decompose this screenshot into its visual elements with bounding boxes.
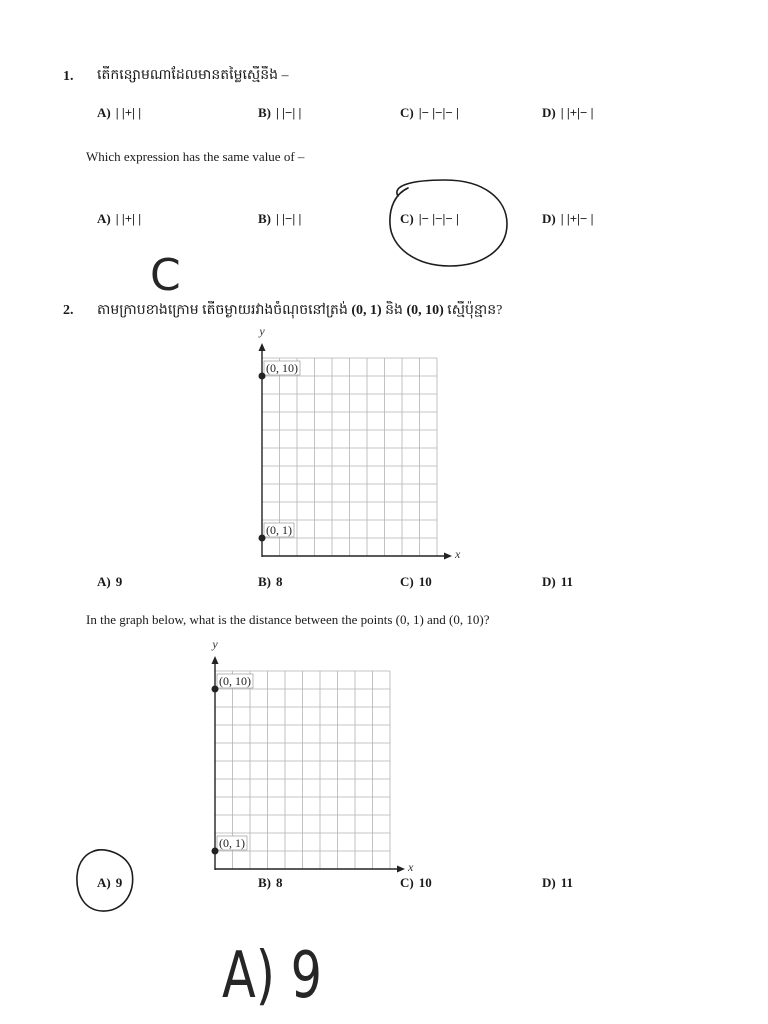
- x-axis-arrow: [444, 553, 452, 560]
- handwritten-answer-1: C: [150, 250, 181, 301]
- option-letter: B): [258, 574, 271, 589]
- option-text: 9: [115, 875, 123, 890]
- question-2-khmer-options: [0, 574, 768, 592]
- point: [259, 373, 266, 380]
- option-letter: C): [400, 211, 414, 226]
- option-text: 10: [418, 574, 432, 589]
- option-letter: B): [258, 211, 271, 226]
- option-text: |− |−|− |: [418, 211, 459, 226]
- option-letter: D): [542, 211, 556, 226]
- y-axis-arrow: [212, 656, 219, 664]
- q2-km-option-d: [542, 574, 573, 590]
- handwritten-answer-2: A) 9: [222, 939, 322, 1013]
- option-text: | |+|− |: [560, 211, 594, 226]
- coordinate-graph-khmer: [242, 320, 472, 562]
- point-label: (0, 10): [219, 674, 251, 688]
- coordinate-graph-english: [195, 633, 425, 875]
- option-text: |− |−|− |: [418, 105, 459, 120]
- question-2-number: 2.: [63, 303, 74, 318]
- option-text: | |+|− |: [560, 105, 594, 120]
- q2-en-option-b: [258, 875, 283, 891]
- point-label: (0, 10): [266, 361, 298, 375]
- option-letter: B): [258, 105, 271, 120]
- option-letter: A): [97, 574, 111, 589]
- q2-km-option-b: [258, 574, 283, 590]
- option-letter: A): [97, 875, 111, 890]
- q1-en-option-b: [258, 211, 301, 227]
- question-1-number: 1.: [63, 69, 74, 84]
- prompt-part: និង: [381, 303, 407, 318]
- question-1-khmer-options: [0, 105, 768, 123]
- q2-en-option-a: [97, 875, 122, 891]
- option-text: | |−| |: [276, 211, 302, 226]
- question-2-prompt-english: In the graph below, what is the distance between the points (0, 1) and (0, 10)?: [86, 612, 490, 627]
- point-label: (0, 1): [266, 523, 292, 537]
- option-letter: C): [400, 574, 414, 589]
- option-text: 8: [276, 875, 283, 890]
- prompt-point: (0, 10): [406, 303, 444, 318]
- option-letter: A): [97, 105, 111, 120]
- option-text: 11: [560, 875, 574, 890]
- q1-en-option-c: [400, 211, 459, 227]
- question-1-prompt-khmer: តើកន្សោមណាដែលមានតម្លៃស្មើនឹង –: [97, 68, 289, 83]
- option-text: 8: [276, 574, 283, 589]
- x-axis-label: x: [408, 860, 414, 874]
- question-1-prompt-english: Which expression has the same value of –: [86, 149, 305, 164]
- q2-km-option-c: [400, 574, 432, 590]
- option-text: | |+| |: [115, 211, 142, 226]
- option-letter: B): [258, 875, 271, 890]
- option-text: 11: [560, 574, 574, 589]
- q1-en-option-d: [542, 211, 594, 227]
- prompt-part: តាមក្រាបខាងក្រោម តើចម្ងាយរវាងចំណុចនៅត្រង់: [97, 303, 352, 318]
- y-axis-label: y: [259, 324, 265, 338]
- option-letter: D): [542, 875, 556, 890]
- question-1-english-options: [0, 211, 768, 229]
- y-axis-label: y: [212, 637, 218, 651]
- option-text: | |−| |: [276, 105, 302, 120]
- point-label: (0, 1): [219, 836, 245, 850]
- option-letter: D): [542, 574, 556, 589]
- x-axis-label: x: [455, 547, 461, 561]
- option-text: 9: [115, 574, 123, 589]
- prompt-point: (0, 1): [351, 303, 382, 318]
- option-letter: A): [97, 211, 111, 226]
- q1-en-option-a: [97, 211, 141, 227]
- option-letter: D): [542, 105, 556, 120]
- q1-km-option-c: [400, 105, 459, 121]
- option-text: | |+| |: [115, 105, 142, 120]
- q1-km-option-d: [542, 105, 594, 121]
- y-axis-arrow: [259, 343, 266, 351]
- x-axis-arrow: [397, 866, 405, 873]
- point: [259, 535, 266, 542]
- question-2-english-options: [0, 875, 768, 893]
- option-letter: C): [400, 875, 414, 890]
- question-2-prompt-khmer: [97, 301, 502, 321]
- q2-en-option-c: [400, 875, 432, 891]
- point: [212, 686, 219, 693]
- q1-km-option-a: [97, 105, 141, 121]
- prompt-part: ស្មើប៉ុន្មាន?: [443, 303, 503, 318]
- option-text: 10: [418, 875, 432, 890]
- q1-km-option-b: [258, 105, 301, 121]
- q2-en-option-d: [542, 875, 573, 891]
- q2-km-option-a: [97, 574, 122, 590]
- point: [212, 848, 219, 855]
- option-letter: C): [400, 105, 414, 120]
